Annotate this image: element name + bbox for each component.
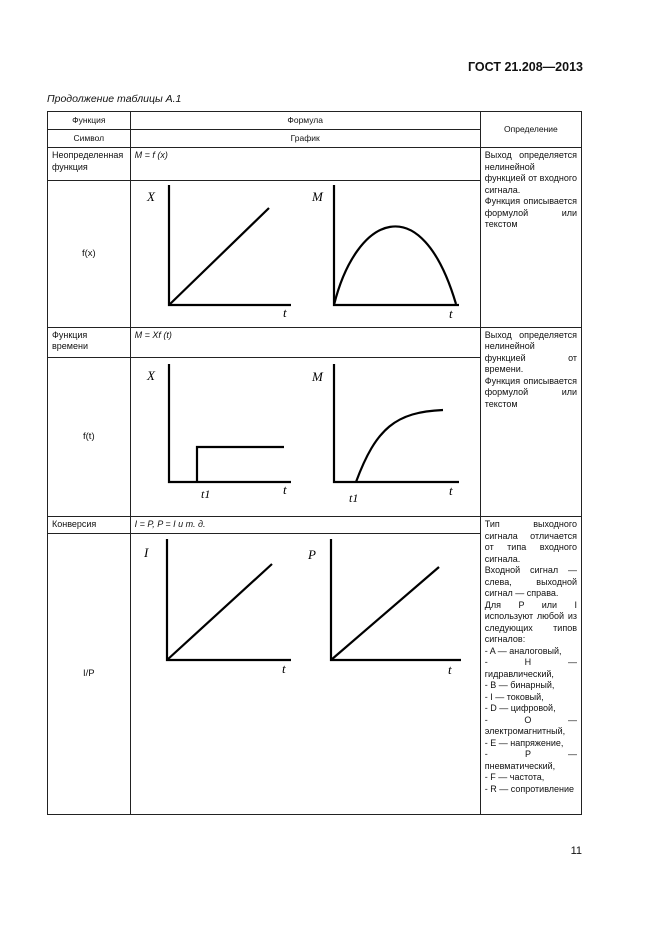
row3-formula: I = P, P = I и т. д. — [130, 517, 480, 534]
label-left-y: X — [146, 189, 155, 204]
row2-function: Функция времени — [48, 327, 131, 357]
row3-definition — [480, 517, 581, 815]
definition-line: - R — сопротивление — [484, 783, 575, 794]
row3-graphs — [130, 534, 480, 815]
header-formula: Формула — [130, 112, 480, 130]
definition-line: - O — электромагнитный, — [484, 714, 577, 737]
curve-saturation — [356, 410, 443, 482]
row3-symbol: I/P — [48, 534, 131, 815]
row2-definition — [480, 327, 581, 517]
definition-line: - I — токовый, — [484, 691, 544, 702]
label-left-y: I — [143, 545, 148, 561]
label-right-x: t — [448, 306, 453, 321]
axes-left — [169, 364, 291, 482]
table-caption: Продолжение таблицы А.1 — [47, 93, 182, 105]
line-linear — [167, 564, 272, 660]
row2-symbol: f(t) — [48, 357, 131, 517]
function-table — [47, 111, 582, 815]
row1-symbol: f(x) — [48, 181, 131, 328]
label-right-t1: t1 — [348, 490, 358, 505]
document-standard-number: ГОСТ 21.208—2013 — [467, 60, 583, 74]
definition-line: Входной сигнал — слева, выходной сигнал — справа. — [484, 565, 577, 599]
definition-line: - F — частота, — [484, 772, 545, 783]
label-left-x: t — [281, 661, 286, 677]
label-right-x: t — [448, 482, 453, 498]
row1-function: Неопределенная функция — [48, 148, 131, 181]
definition-line: - E — напряжение, — [484, 737, 564, 748]
header-symbol: Символ — [48, 130, 131, 148]
label-left-t1: t1 — [200, 486, 210, 501]
definition-line: - D — цифровой, — [484, 703, 556, 714]
definition-line: - P — пневматический, — [484, 749, 577, 771]
line-step — [197, 447, 284, 482]
definition-line: Функция описывается формулой или текстом — [484, 375, 577, 409]
row1-definition — [480, 148, 581, 328]
row3-graph-svg — [131, 534, 470, 810]
definition-line: - A — аналоговый, — [484, 645, 562, 656]
definition-line: Функция описывается формулой или текстом — [484, 196, 577, 230]
header-definition: Определение — [480, 112, 581, 148]
axes-right — [334, 364, 459, 482]
header-function: Функция — [48, 112, 131, 130]
label-left-x: t — [282, 481, 287, 497]
row1-graph-svg — [131, 181, 470, 323]
line-linear — [169, 208, 269, 305]
axes-right — [334, 185, 459, 305]
row2-graphs — [130, 357, 480, 517]
label-left-x: t — [282, 305, 287, 320]
row2-graph-svg — [131, 358, 470, 513]
label-right-y: P — [307, 547, 316, 563]
definition-line: Тип выходного сигнала отличается от типа входного сигнала. — [484, 519, 577, 564]
definition-line: Выход определяется нелинейной функцией от входного сигнала. — [484, 150, 577, 195]
label-right-y: M — [311, 189, 323, 204]
definition-line: Выход определяется нелинейной функцией от времени. — [484, 329, 577, 375]
row2-formula: M = Xf (t) — [130, 327, 480, 357]
row1-graphs — [130, 181, 480, 328]
definition-line: Для P или I используют любой из следующих типов сигналов: — [484, 599, 577, 645]
label-left-y: X — [146, 367, 155, 383]
definition-line: - B — бинарный, — [484, 680, 555, 691]
label-right-y: M — [311, 368, 323, 384]
line-linear — [331, 567, 439, 660]
curve-hump — [334, 226, 456, 305]
definition-line: - H — гидравлический, — [484, 657, 577, 679]
page-number: 11 — [570, 845, 582, 857]
row3-function: Конверсия — [48, 517, 131, 534]
header-graph: График — [130, 130, 480, 148]
label-right-x: t — [447, 662, 452, 678]
row1-formula: M = f (x) — [130, 148, 480, 181]
